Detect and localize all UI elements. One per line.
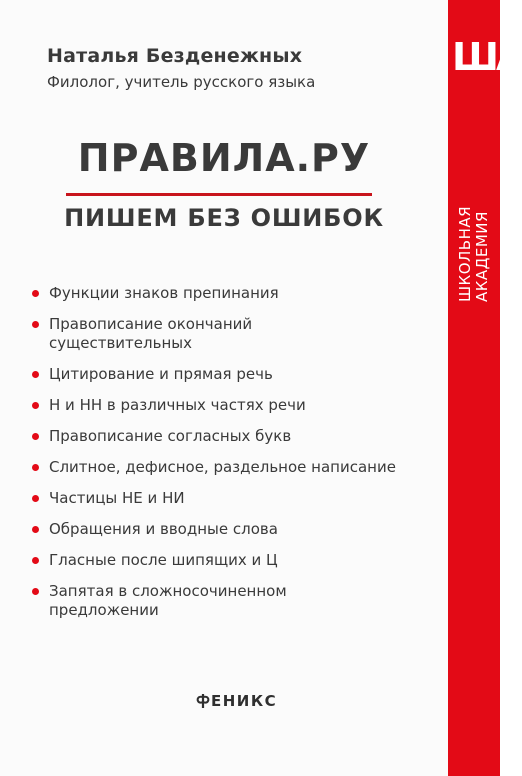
- series-name-line2: АКАДЕМИЯ: [473, 211, 491, 302]
- topic-label: Частицы НЕ и НИ: [49, 489, 185, 507]
- list-item: [32, 520, 432, 539]
- phoenix-f-icon: [196, 693, 210, 709]
- series-logo: ША: [452, 35, 522, 79]
- topic-label: Н и НН в различных частях речи: [49, 396, 306, 414]
- bullet-icon: [32, 321, 39, 328]
- author-name: Наталья Безденежных: [47, 45, 303, 67]
- bullet-icon: [32, 526, 39, 533]
- series-name: [457, 112, 491, 302]
- topic-label: Обращения и вводные слова: [49, 520, 278, 538]
- publisher-name: ЕНИКС: [211, 692, 278, 710]
- list-item: [32, 396, 432, 415]
- bullet-icon: [32, 495, 39, 502]
- list-item: [32, 365, 432, 384]
- author-description: Филолог, учитель русского языка: [47, 73, 316, 91]
- bullet-icon: [32, 433, 39, 440]
- bullet-icon: [32, 371, 39, 378]
- list-item: [32, 489, 432, 508]
- list-item: [32, 582, 349, 620]
- topic-label: Слитное, дефисное, раздельное написание: [49, 458, 396, 476]
- topic-list: [32, 284, 432, 632]
- topic-label: Запятая в сложносочиненном предложении: [49, 582, 287, 619]
- list-item: [32, 551, 432, 570]
- bullet-icon: [32, 557, 39, 564]
- topic-label: Правописание согласных букв: [49, 427, 292, 445]
- bullet-icon: [32, 290, 39, 297]
- book-title: ПРАВИЛА.РУ: [77, 136, 371, 180]
- topic-label: Цитирование и прямая речь: [49, 365, 273, 383]
- topic-label: Гласные после шипящих и Ц: [49, 551, 278, 569]
- publisher-logo: [196, 692, 277, 710]
- title-divider: [66, 193, 372, 196]
- series-name-line1: ШКОЛЬНАЯ: [456, 205, 474, 302]
- book-subtitle: ПИШЕМ БЕЗ ОШИБОК: [64, 204, 384, 232]
- topic-label: Функции знаков препинания: [49, 284, 279, 302]
- list-item: [32, 315, 289, 353]
- bullet-icon: [32, 588, 39, 595]
- bullet-icon: [32, 464, 39, 471]
- list-item: [32, 284, 432, 303]
- list-item: [32, 427, 432, 446]
- topic-label: Правописание окончаний существительных: [49, 315, 253, 352]
- bullet-icon: [32, 402, 39, 409]
- list-item: [32, 458, 432, 477]
